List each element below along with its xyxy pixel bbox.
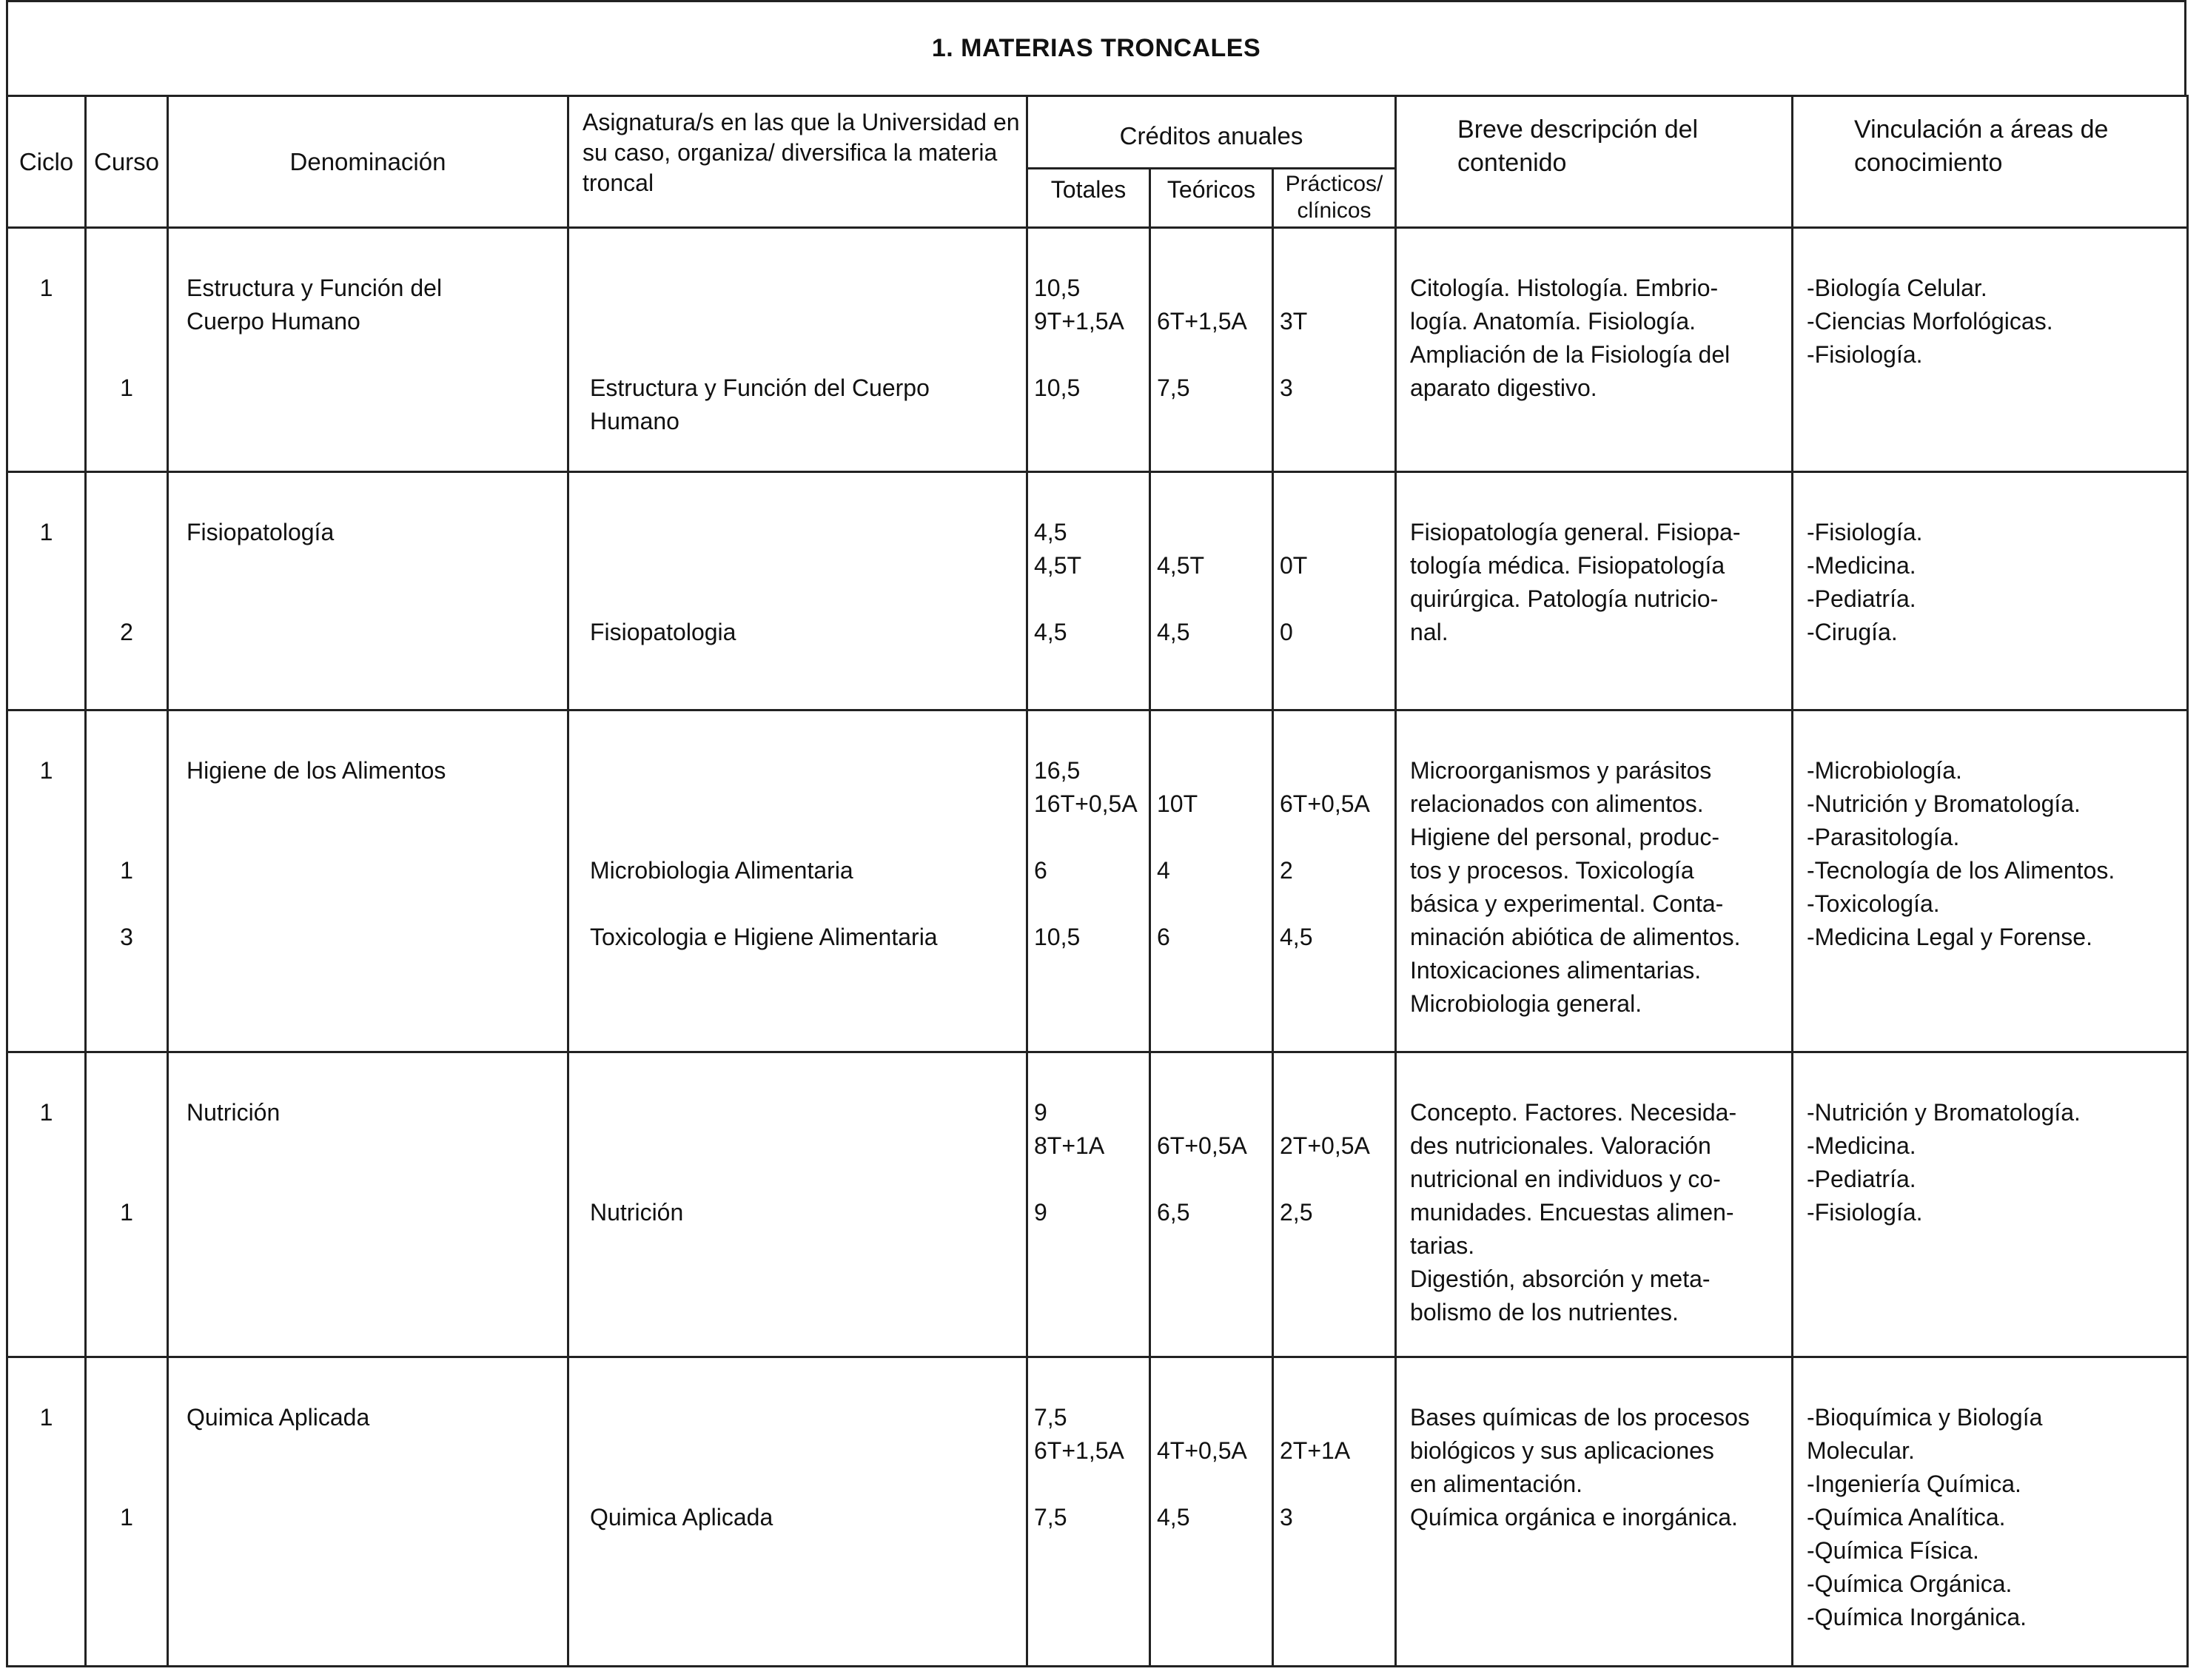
descripcion-line: Bases químicas de los procesos xyxy=(1410,1404,1750,1431)
header-descripcion: Breve descripción del contenido xyxy=(1396,96,1793,228)
totales-cell xyxy=(1027,710,1150,1052)
materia-split-totales: 16T+0,5A xyxy=(1034,790,1138,817)
vinculacion-area: -Química Inorgánica. xyxy=(1807,1604,2027,1630)
teoricos-cell xyxy=(1150,710,1273,1052)
asignatura-practicos: 2,5 xyxy=(1280,1199,1313,1226)
totales-cell xyxy=(1027,1052,1150,1357)
denominacion-cell xyxy=(168,472,568,710)
asignatura-teoricos: 4,5 xyxy=(1157,619,1190,645)
practicos-cell xyxy=(1273,228,1396,472)
asignatura-teoricos: 4 xyxy=(1157,857,1170,884)
descripcion-line: minación abiótica de alimentos. xyxy=(1410,924,1741,950)
materia-totales: 10,5 xyxy=(1034,275,1081,301)
descripcion-line: nal. xyxy=(1410,619,1449,645)
asignatura-practicos: 3 xyxy=(1280,1504,1293,1531)
descripcion-line: Química orgánica e inorgánica. xyxy=(1410,1504,1738,1531)
denominacion-cell xyxy=(168,710,568,1052)
asignatura-teoricos: 7,5 xyxy=(1157,374,1190,401)
header-curso: Curso xyxy=(86,96,168,228)
teoricos-cell xyxy=(1150,228,1273,472)
table-row xyxy=(7,472,2188,710)
curso-value: 3 xyxy=(120,924,133,950)
vinculacion-cell xyxy=(1793,1357,2188,1667)
asignatura-totales: 4,5 xyxy=(1034,619,1067,645)
asignatura-cell xyxy=(568,1052,1027,1357)
curso-value: 1 xyxy=(120,1504,133,1531)
descripcion-line: Fisiopatología general. Fisiopa- xyxy=(1410,519,1741,545)
denominacion-text: Estructura y Función del xyxy=(187,275,443,301)
materia-split-practicos: 3T xyxy=(1280,308,1308,335)
asignatura-teoricos: 6,5 xyxy=(1157,1199,1190,1226)
vinculacion-cell xyxy=(1793,710,2188,1052)
asignatura-cell xyxy=(568,1357,1027,1667)
asignatura-cell xyxy=(568,472,1027,710)
vinculacion-area: -Pediatría. xyxy=(1807,1166,1916,1192)
descripcion-line: tos y procesos. Toxicología xyxy=(1410,857,1694,884)
practicos-cell xyxy=(1273,472,1396,710)
vinculacion-area: -Química Analítica. xyxy=(1807,1504,2006,1531)
vinculacion-area: -Química Física. xyxy=(1807,1537,1979,1564)
vinculacion-cell xyxy=(1793,1052,2188,1357)
ciclo-cell xyxy=(7,710,86,1052)
header-ciclo: Ciclo xyxy=(7,96,86,228)
descripcion-cell xyxy=(1396,1357,1793,1667)
materia-split-teoricos: 4T+0,5A xyxy=(1157,1437,1247,1464)
vinculacion-area: -Medicina Legal y Forense. xyxy=(1807,924,2092,950)
curso-value: 1 xyxy=(120,857,133,884)
materia-split-totales: 4,5T xyxy=(1034,552,1082,579)
totales-cell xyxy=(1027,228,1150,472)
ciclo-value: 1 xyxy=(39,1404,53,1431)
asignatura-name: Humano xyxy=(590,408,679,434)
vinculacion-area: -Medicina. xyxy=(1807,552,1916,579)
teoricos-cell xyxy=(1150,1052,1273,1357)
materia-split-practicos: 0T xyxy=(1280,552,1308,579)
table-title: 1. MATERIAS TRONCALES xyxy=(6,0,2186,95)
practicos-cell xyxy=(1273,1357,1396,1667)
descripcion-line: quirúrgica. Patología nutricio- xyxy=(1410,585,1719,612)
materia-split-teoricos: 6T+0,5A xyxy=(1157,1132,1247,1159)
descripcion-line: Digestión, absorción y meta- xyxy=(1410,1266,1711,1292)
asignatura-practicos: 2 xyxy=(1280,857,1293,884)
asignatura-practicos: 0 xyxy=(1280,619,1293,645)
teoricos-cell xyxy=(1150,472,1273,710)
ciclo-value: 1 xyxy=(39,1099,53,1126)
totales-cell xyxy=(1027,1357,1150,1667)
descripcion-line: tarias. xyxy=(1410,1232,1475,1259)
vinculacion-area: -Nutrición y Bromatología. xyxy=(1807,1099,2081,1126)
descripcion-line: des nutricionales. Valoración xyxy=(1410,1132,1711,1159)
vinculacion-area: -Fisiología. xyxy=(1807,341,1923,368)
vinculacion-area: -Microbiología. xyxy=(1807,757,1962,784)
descripcion-cell xyxy=(1396,472,1793,710)
descripcion-line: bolismo de los nutrientes. xyxy=(1410,1299,1679,1325)
descripcion-line: Concepto. Factores. Necesida- xyxy=(1410,1099,1737,1126)
descripcion-line: básica y experimental. Conta- xyxy=(1410,890,1724,917)
materia-split-teoricos: 6T+1,5A xyxy=(1157,308,1247,335)
descripcion-line: nutricional en individuos y co- xyxy=(1410,1166,1721,1192)
vinculacion-area: Molecular. xyxy=(1807,1437,1915,1464)
vinculacion-area: -Ingeniería Química. xyxy=(1807,1471,2021,1497)
header-totales: Totales xyxy=(1027,169,1150,228)
denominacion-cell xyxy=(168,1357,568,1667)
vinculacion-cell xyxy=(1793,472,2188,710)
descripcion-line: en alimentación. xyxy=(1410,1471,1583,1497)
descripcion-line: Microbiologia general. xyxy=(1410,990,1642,1017)
header-creditos-anuales: Créditos anuales xyxy=(1027,96,1396,169)
ciclo-value: 1 xyxy=(39,519,53,545)
ciclo-value: 1 xyxy=(39,275,53,301)
table-body xyxy=(7,228,2188,1667)
denominacion-text: Higiene de los Alimentos xyxy=(187,757,446,784)
curso-value: 2 xyxy=(120,619,133,645)
denominacion-text: Cuerpo Humano xyxy=(187,308,360,335)
header-row xyxy=(7,96,2188,169)
vinculacion-area: -Fisiología. xyxy=(1807,519,1923,545)
materia-split-totales: 9T+1,5A xyxy=(1034,308,1124,335)
descripcion-line: biológicos y sus aplicaciones xyxy=(1410,1437,1714,1464)
teoricos-cell xyxy=(1150,1357,1273,1667)
asignatura-name: Quimica Aplicada xyxy=(590,1504,773,1531)
header-vinculacion: Vinculación a áreas de conocimiento xyxy=(1793,96,2188,228)
table-row xyxy=(7,228,2188,472)
asignatura-teoricos: 6 xyxy=(1157,924,1170,950)
descripcion-cell xyxy=(1396,1052,1793,1357)
descripcion-cell xyxy=(1396,710,1793,1052)
asignatura-practicos: 3 xyxy=(1280,374,1293,401)
table-row xyxy=(7,710,2188,1052)
asignatura-totales: 6 xyxy=(1034,857,1047,884)
asignatura-totales: 10,5 xyxy=(1034,374,1081,401)
materias-troncales-table xyxy=(6,95,2189,1667)
materia-split-teoricos: 4,5T xyxy=(1157,552,1205,579)
curso-cell xyxy=(86,1052,168,1357)
table-row xyxy=(7,1357,2188,1667)
materia-split-totales: 6T+1,5A xyxy=(1034,1437,1124,1464)
denominacion-cell xyxy=(168,228,568,472)
ciclo-cell xyxy=(7,1357,86,1667)
materia-split-totales: 8T+1A xyxy=(1034,1132,1105,1159)
ciclo-cell xyxy=(7,472,86,710)
vinculacion-area: -Parasitología. xyxy=(1807,824,1960,850)
header-practicos: Prácticos/ clínicos xyxy=(1273,169,1396,228)
materia-totales: 16,5 xyxy=(1034,757,1081,784)
vinculacion-area: -Tecnología de los Alimentos. xyxy=(1807,857,2115,884)
asignatura-cell xyxy=(568,228,1027,472)
asignatura-name: Estructura y Función del Cuerpo xyxy=(590,374,930,401)
curso-cell xyxy=(86,710,168,1052)
asignatura-name: Toxicologia e Higiene Alimentaria xyxy=(590,924,938,950)
asignatura-practicos: 4,5 xyxy=(1280,924,1313,950)
header-teoricos: Teóricos xyxy=(1150,169,1273,228)
asignatura-cell xyxy=(568,710,1027,1052)
descripcion-line: aparato digestivo. xyxy=(1410,374,1597,401)
curso-cell xyxy=(86,228,168,472)
table-row xyxy=(7,1052,2188,1357)
descripcion-line: Microorganismos y parásitos xyxy=(1410,757,1712,784)
asignatura-name: Microbiologia Alimentaria xyxy=(590,857,853,884)
descripcion-line: tología médica. Fisiopatología xyxy=(1410,552,1725,579)
curso-value: 1 xyxy=(120,374,133,401)
curso-value: 1 xyxy=(120,1199,133,1226)
materia-totales: 7,5 xyxy=(1034,1404,1067,1431)
materia-split-practicos: 2T+0,5A xyxy=(1280,1132,1370,1159)
curso-cell xyxy=(86,472,168,710)
vinculacion-cell xyxy=(1793,228,2188,472)
vinculacion-area: -Pediatría. xyxy=(1807,585,1916,612)
header-denominacion: Denominación xyxy=(168,96,568,228)
descripcion-line: relacionados con alimentos. xyxy=(1410,790,1704,817)
vinculacion-area: -Toxicología. xyxy=(1807,890,1940,917)
vinculacion-area: -Ciencias Morfológicas. xyxy=(1807,308,2053,335)
ciclo-cell xyxy=(7,1052,86,1357)
header-asignaturas: Asignatura/s en las que la Universidad en su caso, organiza/ diversifica la materia troncal xyxy=(568,96,1027,228)
materia-totales: 4,5 xyxy=(1034,519,1067,545)
practicos-cell xyxy=(1273,710,1396,1052)
denominacion-text: Nutrición xyxy=(187,1099,281,1126)
totales-cell xyxy=(1027,472,1150,710)
asignatura-totales: 9 xyxy=(1034,1199,1047,1226)
denominacion-text: Fisiopatología xyxy=(187,519,335,545)
asignatura-totales: 7,5 xyxy=(1034,1504,1067,1531)
denominacion-cell xyxy=(168,1052,568,1357)
ciclo-cell xyxy=(7,228,86,472)
materia-totales: 9 xyxy=(1034,1099,1047,1126)
materia-split-practicos: 2T+1A xyxy=(1280,1437,1351,1464)
vinculacion-area: -Nutrición y Bromatología. xyxy=(1807,790,2081,817)
vinculacion-area: -Medicina. xyxy=(1807,1132,1916,1159)
denominacion-text: Quimica Aplicada xyxy=(187,1404,370,1431)
practicos-cell xyxy=(1273,1052,1396,1357)
vinculacion-area: -Bioquímica y Biología xyxy=(1807,1404,2043,1431)
asignatura-name: Nutrición xyxy=(590,1199,684,1226)
asignatura-name: Fisiopatologia xyxy=(590,619,736,645)
asignatura-totales: 10,5 xyxy=(1034,924,1081,950)
vinculacion-area: -Cirugía. xyxy=(1807,619,1898,645)
descripcion-cell xyxy=(1396,228,1793,472)
vinculacion-area: -Fisiología. xyxy=(1807,1199,1923,1226)
materia-split-teoricos: 10T xyxy=(1157,790,1198,817)
materia-split-practicos: 6T+0,5A xyxy=(1280,790,1370,817)
vinculacion-area: -Química Orgánica. xyxy=(1807,1570,2013,1597)
descripcion-line: Ampliación de la Fisiología del xyxy=(1410,341,1731,368)
descripcion-line: Higiene del personal, produc- xyxy=(1410,824,1720,850)
descripcion-line: logía. Anatomía. Fisiología. xyxy=(1410,308,1696,335)
vinculacion-area: -Biología Celular. xyxy=(1807,275,1987,301)
descripcion-line: munidades. Encuestas alimen- xyxy=(1410,1199,1734,1226)
asignatura-teoricos: 4,5 xyxy=(1157,1504,1190,1531)
ciclo-value: 1 xyxy=(39,757,53,784)
descripcion-line: Citología. Histología. Embrio- xyxy=(1410,275,1719,301)
descripcion-line: Intoxicaciones alimentarias. xyxy=(1410,957,1702,984)
curso-cell xyxy=(86,1357,168,1667)
